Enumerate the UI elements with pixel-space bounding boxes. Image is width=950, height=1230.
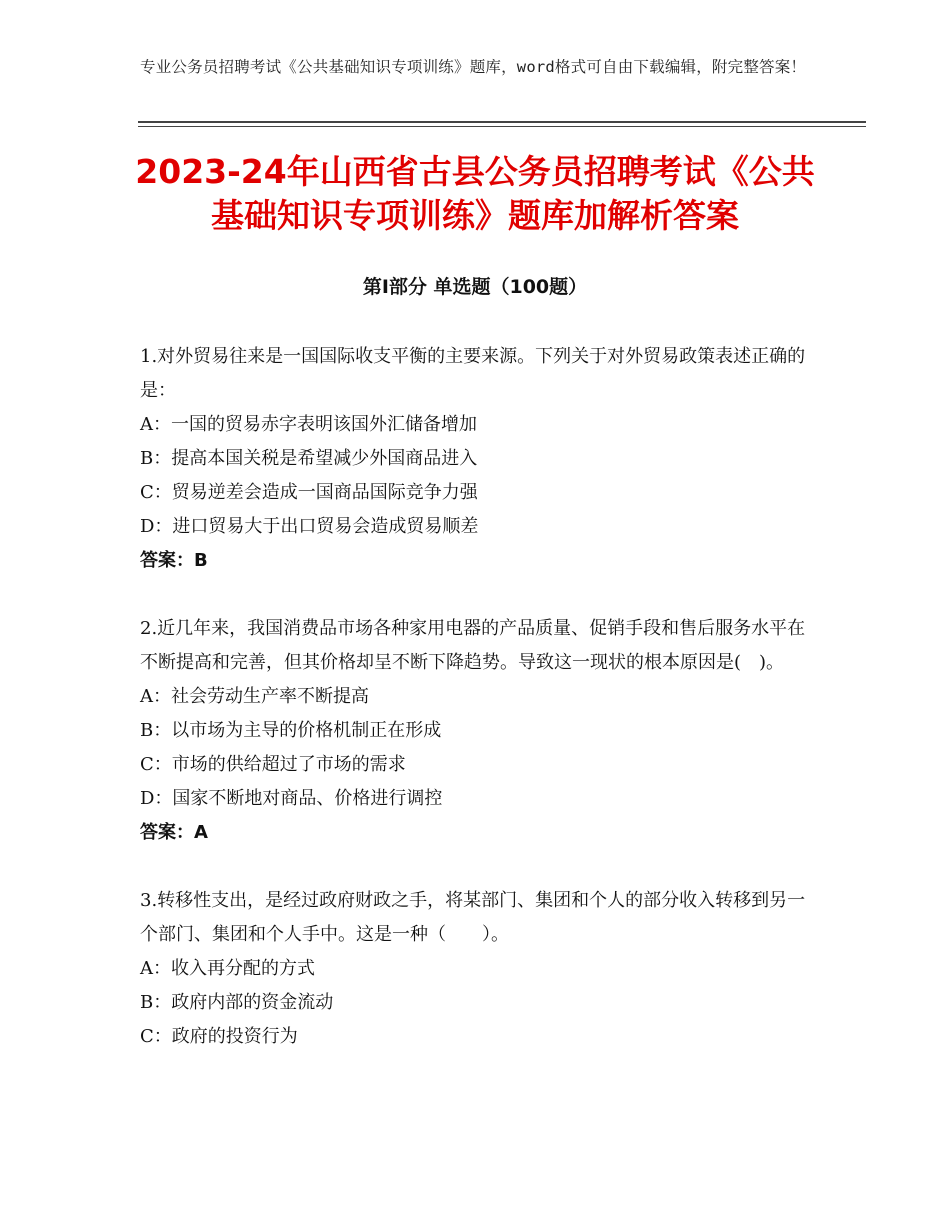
section-title: 第Ⅰ部分 单选题（100题） <box>362 276 588 298</box>
answer: 答案：A <box>140 822 208 843</box>
header-note: 专业公务员招聘考试《公共基础知识专项训练》题库，word格式可自由下载编辑，附完整答案！ <box>140 58 807 76</box>
option-b: B：提高本国关税是希望减少外国商品进入 <box>140 448 478 469</box>
question-3 <box>140 884 810 1054</box>
option-d: D：进口贸易大于出口贸易会造成贸易顺差 <box>140 516 479 537</box>
header-divider-thick <box>138 121 866 123</box>
option-d: D：国家不断地对商品、价格进行调控 <box>140 788 443 809</box>
option-c: C：政府的投资行为 <box>140 1026 298 1047</box>
question-list <box>140 340 810 1088</box>
option-c: C：市场的供给超过了市场的需求 <box>140 754 406 775</box>
option-a: A：收入再分配的方式 <box>140 958 315 979</box>
option-b: B：以市场为主导的价格机制正在形成 <box>140 720 442 741</box>
option-b: B：政府内部的资金流动 <box>140 992 334 1013</box>
document-title: 2023-24年山西省古县公务员招聘考试《公共基础知识专项训练》题库加解析答案 <box>135 152 815 235</box>
answer: 答案：B <box>140 550 208 571</box>
option-c: C：贸易逆差会造成一国商品国际竞争力强 <box>140 482 478 503</box>
question-1 <box>140 340 810 578</box>
question-stem: 1.对外贸易往来是一国国际收支平衡的主要来源。下列关于对外贸易政策表述正确的是： <box>140 346 806 401</box>
question-stem: 2.近几年来，我国消费品市场各种家用电器的产品质量、促销手段和售后服务水平在不断提高和完善，但其价格却呈不断下降趋势。导致这一现状的根本原因是( )。 <box>140 618 806 673</box>
option-a: A：一国的贸易赤字表明该国外汇储备增加 <box>140 414 477 435</box>
option-a: A：社会劳动生产率不断提高 <box>140 686 369 707</box>
question-stem: 3.转移性支出，是经过政府财政之手，将某部门、集团和个人的部分收入转移到另一个部门、集团和个人手中。这是一种（ ）。 <box>140 890 806 945</box>
question-2 <box>140 612 810 850</box>
header-divider-thin <box>138 126 866 127</box>
